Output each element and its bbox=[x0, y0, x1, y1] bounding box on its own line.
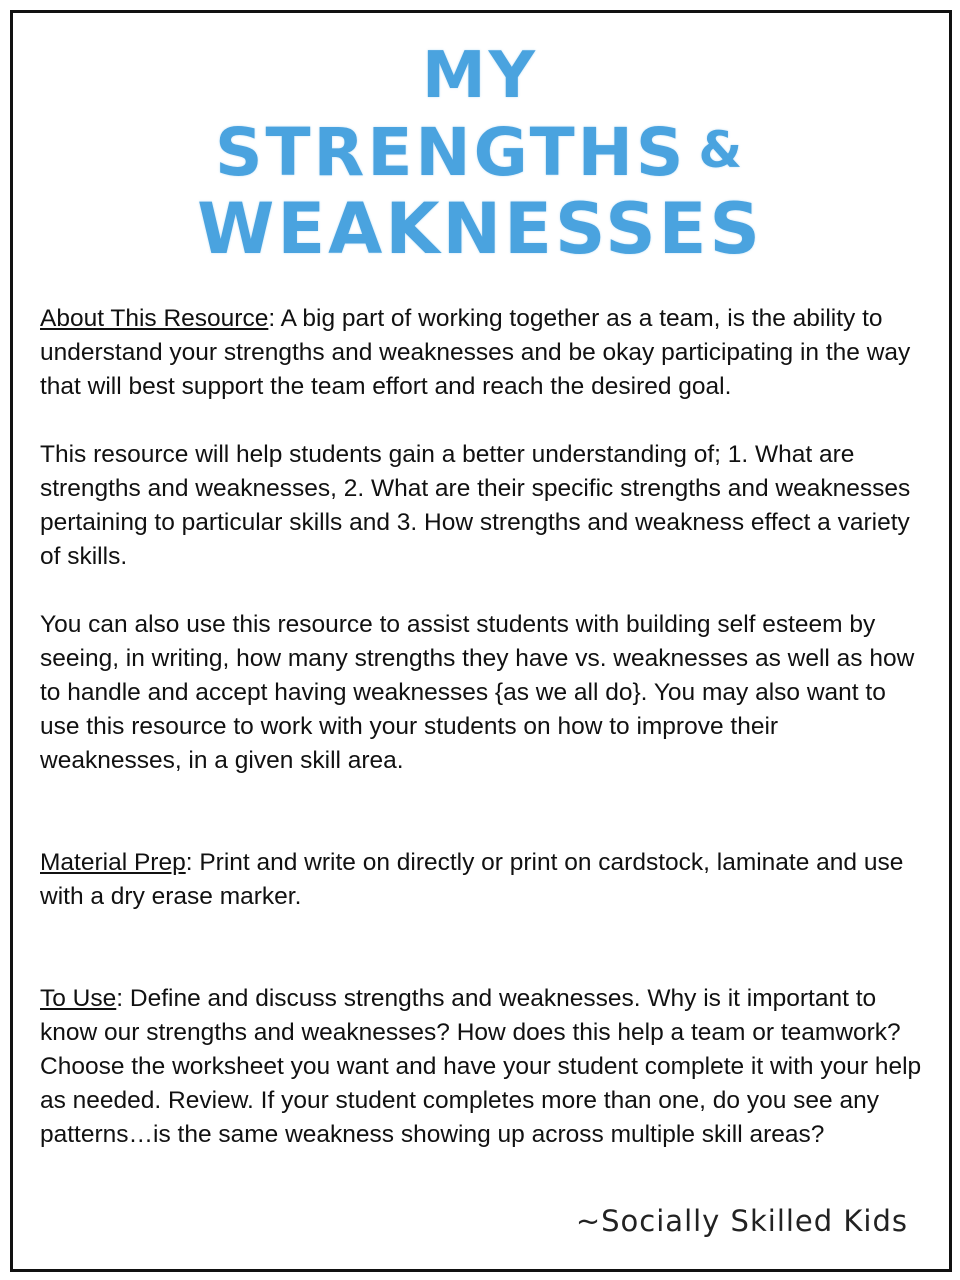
signature: ~Socially Skilled Kids bbox=[575, 1204, 908, 1238]
material-prep-paragraph bbox=[40, 846, 922, 914]
title-text-weaknesses: WEAKNESSES bbox=[197, 188, 763, 270]
resource-help-paragraph: This resource will help students gain a better understanding of; 1. What are strengths and weaknesses, 2. What are their specific strengths and weaknesses pertaining to particular skills and 3. How strengths and weakness effect a variety of skills. bbox=[40, 441, 911, 570]
material-prep-text: : Print and write on directly or print on cardstock, laminate and use with a dry erase marker. bbox=[40, 849, 904, 910]
about-heading: About This Resource bbox=[40, 305, 269, 332]
about-paragraph bbox=[40, 302, 922, 404]
to-use-heading: To Use bbox=[40, 985, 117, 1012]
title-line-my bbox=[0, 39, 960, 113]
title-text-strengths: STRENGTHS bbox=[214, 114, 687, 191]
document-body bbox=[40, 302, 922, 1152]
to-use-paragraph bbox=[40, 982, 922, 1152]
material-prep-heading: Material Prep bbox=[40, 849, 186, 876]
title-ampersand: & bbox=[698, 121, 746, 179]
title-line-strengths bbox=[0, 114, 960, 191]
title-text-my: MY bbox=[421, 39, 539, 113]
title-line-weaknesses bbox=[0, 188, 960, 270]
about-text: : A big part of working together as a team, is the ability to understand your strengths and weaknesses and be okay participating in the way that will best support the team effort and reach the desired goal. bbox=[40, 305, 911, 400]
self-esteem-paragraph: You can also use this resource to assist students with building self esteem by seeing, in writing, how many strengths they have vs. weaknesses as well as how to handle and accept having weaknesses {as we all do}. You may also want to use this resource to work with your students on how to improve their weaknesses, in a given skill area. bbox=[40, 611, 915, 774]
to-use-text: : Define and discuss strengths and weaknesses. Why is it important to know our strengths and weaknesses? How does this help a team or teamwork? Choose the worksheet you want and have your student complete it with your help as needed. Review. If your student completes more than one, do you see any patterns…is the same weakness showing up across multiple skill areas? bbox=[40, 985, 922, 1148]
